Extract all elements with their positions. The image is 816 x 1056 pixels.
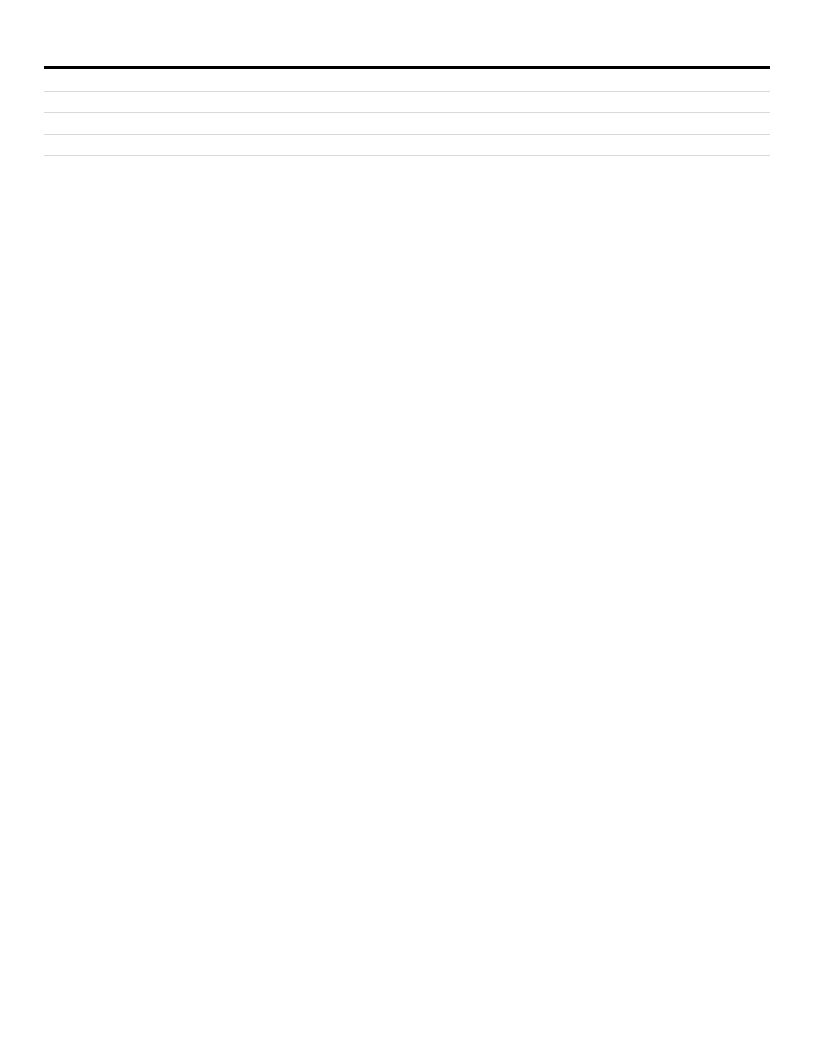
quoted-email-divider bbox=[44, 155, 770, 156]
quoted-email-divider bbox=[44, 112, 770, 113]
quoted-email-divider bbox=[44, 134, 770, 135]
quoted-email-divider bbox=[44, 91, 770, 92]
header-divider-rule bbox=[44, 66, 770, 69]
